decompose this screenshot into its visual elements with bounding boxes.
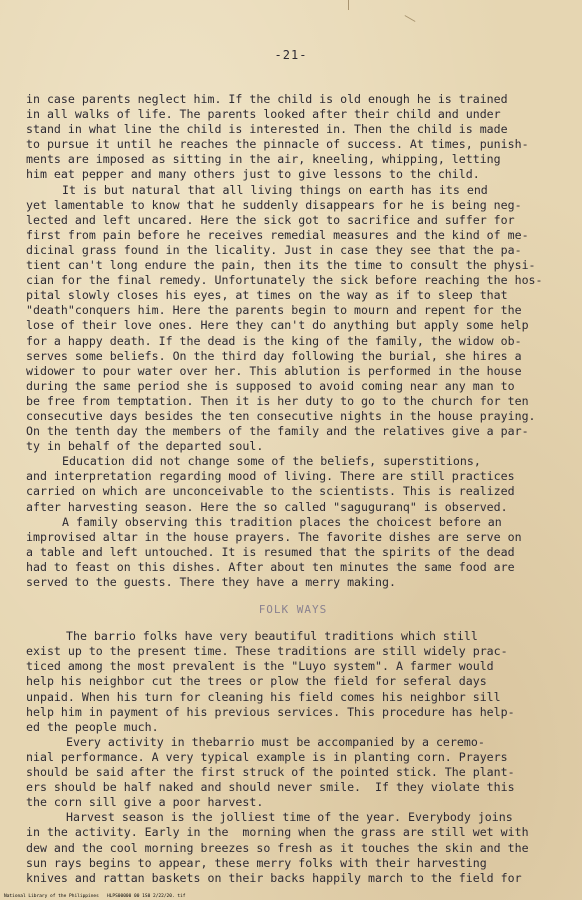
text-line: help his neighbor cut the trees or plow the field for seferal days bbox=[26, 674, 487, 689]
text-line: exist up to the present time. These traditions are still widely prac- bbox=[26, 644, 508, 659]
scan-mark bbox=[405, 15, 416, 22]
text-line: in case parents neglect him. If the child is old enough he is trained bbox=[26, 92, 508, 106]
text-line: in all walks of life. The parents looked after their child and under bbox=[26, 107, 501, 122]
text-line: dew and the cool morning breezes so fresh as it touches the skin and the bbox=[26, 840, 529, 855]
text-line: knives and rattan baskets on their backs happily march to the field for bbox=[26, 870, 522, 885]
text-line: carried on which are unconceivable to the scientists. This is realized bbox=[26, 484, 515, 499]
text-line: in the activity. Early in the morning when the grass are still wet with bbox=[26, 825, 529, 840]
text-line: during the same period she is supposed to avoid coming near any man to bbox=[26, 378, 515, 393]
text-line: after harvesting season. Here the so called "saguguranq" is observed. bbox=[26, 499, 508, 514]
text-line: tient can't long endure the pain, then its the time to consult the physi- bbox=[26, 258, 536, 273]
paragraph bbox=[26, 810, 560, 885]
text-line: serves some beliefs. On the third day following the burial, she hires a bbox=[26, 348, 522, 363]
paragraph bbox=[26, 92, 560, 183]
text-line: ed the people much. bbox=[26, 719, 159, 734]
text-line: On the tenth day the members of the family and the relatives give a par- bbox=[26, 424, 529, 439]
text-line: It is but natural that all living things on earth has its end bbox=[62, 182, 488, 197]
text-line: served to the guests. There they have a merry making. bbox=[26, 575, 396, 589]
text-line: the corn sill give a poor harvest. bbox=[26, 795, 264, 810]
text-line: help him in payment of his previous services. This procedure has help- bbox=[26, 704, 515, 719]
paragraph bbox=[26, 183, 560, 455]
paragraph bbox=[26, 629, 560, 735]
text-line: consecutive days besides the ten consecutive nights in the house praying. bbox=[26, 408, 536, 423]
text-line: pital slowly closes his eyes, at times on the way as if to sleep that bbox=[26, 288, 508, 303]
text-line: ments are imposed as sitting in the air, kneeling, whipping, letting bbox=[26, 152, 501, 167]
page-number: -21- bbox=[274, 48, 308, 62]
text-line: ticed among the most prevalent is the "Luyo system". A farmer would bbox=[26, 659, 494, 674]
scan-mark bbox=[348, 0, 349, 10]
text-line: be free from temptation. Then it is her duty to go to the church for ten bbox=[26, 393, 529, 408]
text-line: stand in what line the child is interested in. Then the child is made bbox=[26, 122, 508, 137]
text-line: first from pain before he receives remedial measures and the kind of me- bbox=[26, 227, 529, 242]
text-line: sun rays begins to appear, these merry folks with their harvesting bbox=[26, 855, 487, 870]
text-line: lose of their love ones. Here they can't do anything but apply some help bbox=[26, 318, 529, 333]
text-line: a table and left untouched. It is resumed that the spirits of the dead bbox=[26, 544, 515, 559]
text-line: Harvest season is the jolliest time of the year. Everybody joins bbox=[66, 810, 513, 825]
text-line: dicinal grass found in the licality. Just in case they see that the pa- bbox=[26, 242, 522, 257]
scan-footer: National Library of the Philippines HLPS00000 00 1S0 2/22/20. tif bbox=[4, 894, 186, 899]
text-line: Education did not change some of the beliefs, superstitions, bbox=[62, 454, 481, 469]
text-line: yet lamentable to know that he suddenly disappears for he is being neg- bbox=[26, 197, 522, 212]
text-line: lected and left uncared. Here the sick got to sacrifice and suffer for bbox=[26, 212, 515, 227]
text-line: nial performance. A very typical example is in planting corn. Prayers bbox=[26, 749, 508, 764]
text-line: The barrio folks have very beautiful traditions which still bbox=[66, 629, 478, 644]
text-line: and interpretation regarding mood of living. There are still practices bbox=[26, 469, 515, 484]
text-line: for a happy death. If the dead is the king of the family, the widow ob- bbox=[26, 333, 522, 348]
text-line: unpaid. When his turn for cleaning his field comes his neighbor sill bbox=[26, 689, 501, 704]
text-line: ers should be half naked and should never smile. If they violate this bbox=[26, 780, 515, 795]
text-line: to pursue it until he reaches the pinnacle of success. At times, punish- bbox=[26, 137, 529, 152]
text-line: widower to pour water over her. This ablution is performed in the house bbox=[26, 363, 522, 378]
text-line: ty in behalf of the departed soul. bbox=[26, 439, 264, 454]
text-line: improvised altar in the house prayers. The favorite dishes are serve on bbox=[26, 529, 522, 544]
text-line: him eat pepper and many others just to give lessons to the child. bbox=[26, 167, 480, 182]
text-line: had to feast on this dishes. After about ten minutes the same food are bbox=[26, 559, 515, 574]
text-line: cian for the final remedy. Unfortunately the sick before reaching the hos- bbox=[26, 273, 543, 288]
paragraph bbox=[26, 735, 560, 810]
text-line: A family observing this tradition places the choicest before an bbox=[62, 514, 502, 529]
paragraph bbox=[26, 454, 560, 514]
document-body bbox=[26, 92, 560, 886]
text-line: "death"conquers him. Here the parents begin to mourn and repent for the bbox=[26, 303, 522, 318]
text-line: should be said after the first struck of the pointed stick. The plant- bbox=[26, 765, 515, 780]
paragraph bbox=[26, 515, 560, 590]
text-line: Every activity in thebarrio must be accompanied by a ceremo- bbox=[66, 734, 485, 749]
section-heading: FOLK WAYS bbox=[258, 603, 328, 617]
